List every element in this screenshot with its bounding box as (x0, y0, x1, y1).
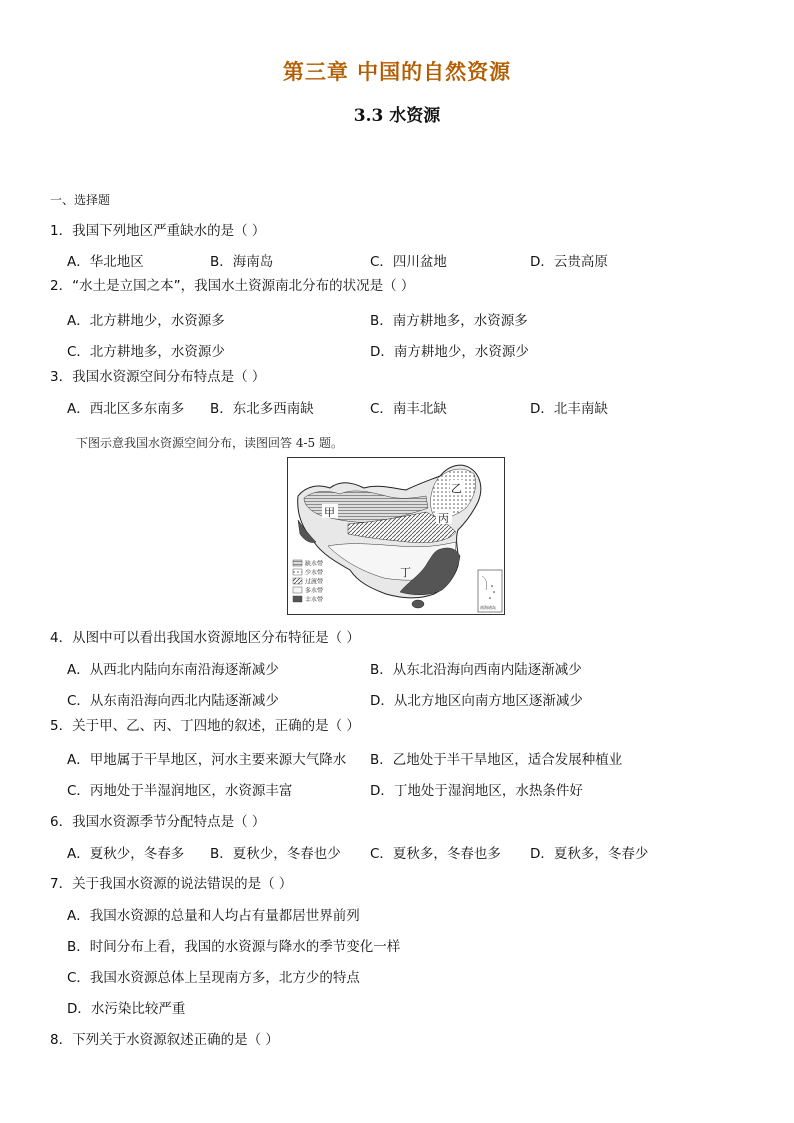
q7-option-b[interactable]: B．时间分布上看，我国的水资源与降水的季节变化一样 (67, 939, 401, 955)
question-7-stem: 7．关于我国水资源的说法错误的是（ ） (50, 876, 293, 892)
inset-label: 南海诸岛 (480, 605, 496, 610)
question-8-stem: 8．下列关于水资源叙述正确的是（ ） (50, 1032, 279, 1048)
question-6-stem: 6．我国水资源季节分配特点是（ ） (50, 814, 266, 830)
chapter-title: 第三章 中国的自然资源 (282, 60, 512, 84)
hainan-island (412, 600, 424, 608)
q4-option-a[interactable]: A．从西北内陆向东南沿海逐渐减少 (67, 662, 279, 678)
q1-option-d[interactable]: D．云贵高原 (530, 254, 608, 270)
china-water-resources-map (287, 457, 505, 615)
q5-option-b[interactable]: B．乙地处于半干旱地区，适合发展种植业 (370, 752, 623, 768)
q6-option-b[interactable]: B．夏秋少，冬春也少 (210, 846, 341, 862)
q4-option-c[interactable]: C．从东南沿海向西北内陆逐渐减少 (67, 693, 279, 709)
question-5-stem: 5．关于甲、乙、丙、丁四地的叙述，正确的是（ ） (50, 718, 360, 734)
q4-option-d[interactable]: D．从北方地区向南方地区逐渐减少 (370, 693, 583, 709)
legend-item-2: 少水带 (305, 569, 324, 577)
legend-item-1: 缺水带 (305, 560, 324, 568)
q7-option-a[interactable]: A．我国水资源的总量和人均占有量都居世界前列 (67, 908, 360, 924)
q6-option-a[interactable]: A．夏秋少，冬春多 (67, 846, 185, 862)
question-3-stem: 3．我国水资源空间分布特点是（ ） (50, 369, 266, 385)
question-2-stem: 2．“水土是立国之本”，我国水土资源南北分布的状况是（ ） (50, 278, 415, 294)
q3-option-a[interactable]: A．西北区多东南多 (67, 401, 185, 417)
q3-option-c[interactable]: C．南丰北缺 (370, 401, 447, 417)
q2-option-b[interactable]: B．南方耕地多，水资源多 (370, 313, 528, 329)
q5-option-c[interactable]: C．丙地处于半湿润地区，水资源丰富 (67, 783, 293, 799)
q3-option-d[interactable]: D．北丰南缺 (530, 401, 608, 417)
south-sea-inset (478, 570, 502, 612)
q2-option-d[interactable]: D．南方耕地少，水资源少 (370, 344, 529, 360)
q3-option-b[interactable]: B．东北多西南缺 (210, 401, 314, 417)
map-figure (288, 458, 504, 614)
q2-option-a[interactable]: A．北方耕地少，水资源多 (67, 313, 225, 329)
q2-option-c[interactable]: C．北方耕地多，水资源少 (67, 344, 225, 360)
map-legend (293, 560, 323, 604)
label-bing: 丙 (438, 512, 449, 525)
q7-option-c[interactable]: C．我国水资源总体上呈现南方多，北方少的特点 (67, 970, 360, 986)
q6-option-c[interactable]: C．夏秋多，冬春也多 (370, 846, 501, 862)
q5-option-a[interactable]: A．甲地属于干旱地区，河水主要来源大气降水 (67, 752, 347, 768)
question-1-stem: 1．我国下列地区严重缺水的是（ ） (50, 223, 266, 239)
q1-option-b[interactable]: B．海南岛 (210, 254, 274, 270)
q7-option-d[interactable]: D．水污染比较严重 (67, 1001, 186, 1017)
map-intro-text: 下图示意我国水资源空间分布，读图回答 4-5 题。 (76, 436, 343, 450)
label-yi: 乙 (451, 482, 462, 495)
q4-option-b[interactable]: B．从东北沿海向西南内陆逐渐减少 (370, 662, 582, 678)
label-ding: 丁 (400, 566, 411, 579)
section-title: 3.3 水资源 (353, 106, 441, 126)
q6-option-d[interactable]: D．夏秋多，冬春少 (530, 846, 649, 862)
label-jia: 甲 (324, 506, 335, 519)
legend-item-3: 过渡带 (305, 578, 324, 586)
q1-option-c[interactable]: C．四川盆地 (370, 254, 447, 270)
legend-item-5: 丰水带 (305, 596, 324, 604)
q1-option-a[interactable]: A．华北地区 (67, 254, 144, 270)
legend-item-4: 多水带 (305, 587, 324, 595)
q5-option-d[interactable]: D．丁地处于湿润地区，水热条件好 (370, 783, 583, 799)
question-4-stem: 4．从图中可以看出我国水资源地区分布特征是（ ） (50, 630, 360, 646)
section-label: 一、选择题 (50, 193, 111, 207)
